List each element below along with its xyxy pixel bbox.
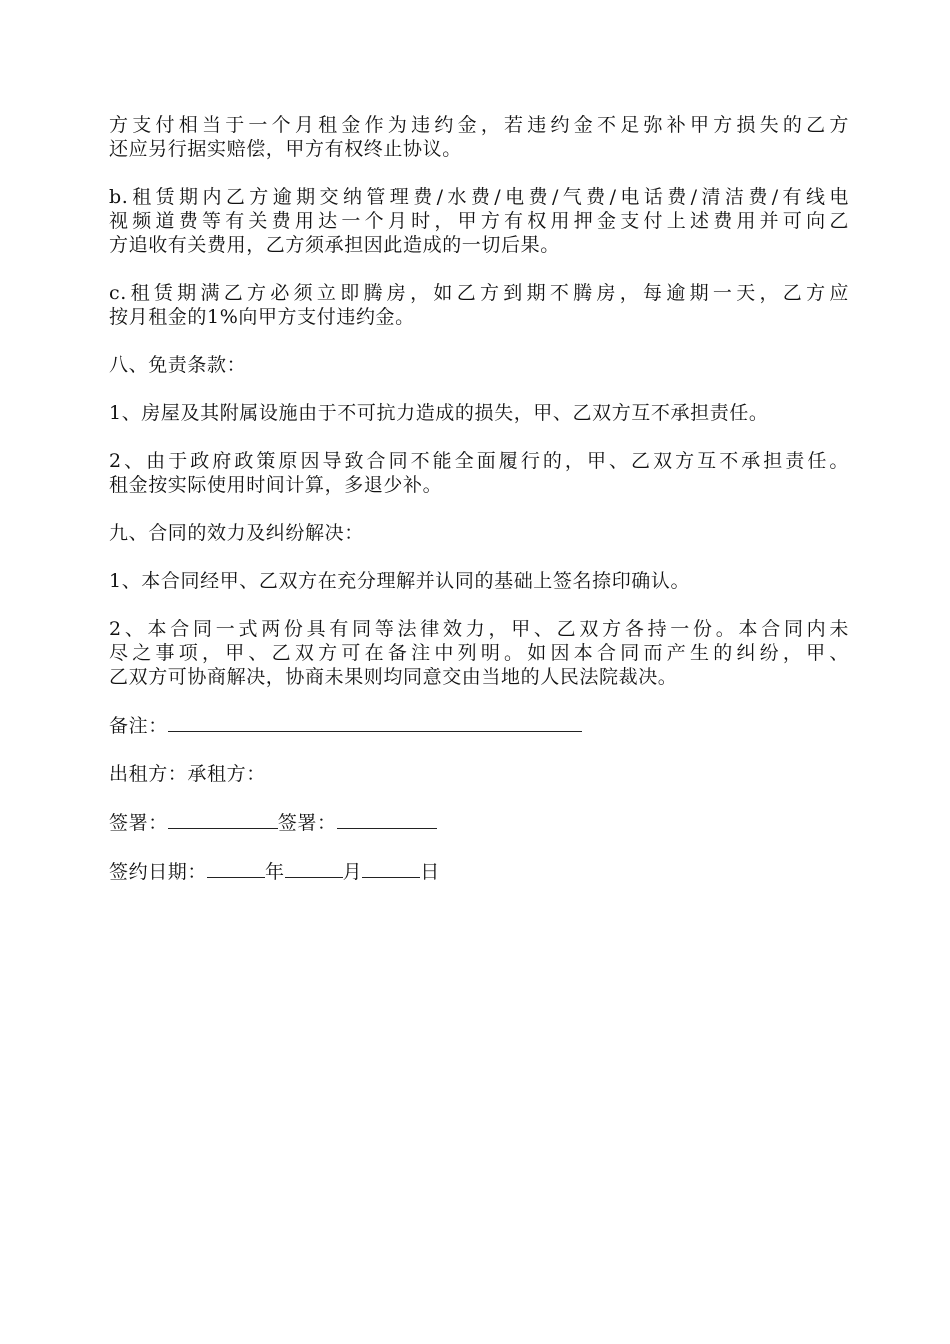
text-line: 2、由于政府政策原因导致合同不能全面履行的，甲、乙双方互不承担责任。 [109,450,849,472]
section-heading-validity: 九、合同的效力及纠纷解决： [109,522,364,544]
paragraph-penalty-c [109,281,849,329]
year-blank [207,859,265,878]
day-blank [362,859,420,878]
text-line: 1、房屋及其附属设施由于不可抗力造成的损失，甲、乙双方互不承担责任。 [109,402,769,424]
text-line: 尽之事项，甲、乙双方可在备注中列明。如因本合同而产生的纠纷，甲、 [109,642,849,664]
signature-row [109,810,849,835]
note-row [109,713,849,738]
text-line: 乙双方可协商解决，协商未果则均同意交由当地的人民法院裁决。 [109,666,678,688]
date-label: 签约日期： [109,861,208,883]
text-line: 还应另行据实赔偿，甲方有权终止协议。 [109,138,462,160]
text-line: 1、本合同经甲、乙双方在充分理解并认同的基础上签名捺印确认。 [109,570,691,592]
lessor-sign-label: 签署： [109,812,168,834]
year-label: 年 [265,861,285,883]
text-line: 2、本合同一式两份具有同等法律效力，甲、乙双方各持一份。本合同内未 [109,618,849,640]
lessee-sign-blank [337,810,437,829]
text-line: 方追收有关费用，乙方须承担因此造成的一切后果。 [109,234,560,256]
paragraph-copies-disputes [109,617,849,689]
document-body [109,113,849,908]
section-heading-disclaimer: 八、免责条款： [109,354,247,376]
date-row [109,859,849,884]
paragraph-confirmation [109,569,849,593]
lessor-sign-blank [168,810,278,829]
text-line: 视频道费等有关费用达一个月时，甲方有权用押金支付上述费用并可向乙 [109,210,849,232]
parties-row: 出租方：承租方： [109,763,266,785]
month-label: 月 [342,861,363,883]
paragraph-government-policy [109,449,849,497]
month-blank [285,859,343,878]
text-line: b.租赁期内乙方逾期交纳管理费/水费/电费/气费/电话费/清洁费/有线电 [109,186,849,208]
paragraph-force-majeure [109,401,849,425]
day-label: 日 [420,861,440,883]
paragraph-penalty-b [109,185,849,257]
paragraph-penalty-a-continued [109,113,849,161]
note-label: 备注： [109,715,168,737]
lessee-sign-label: 签署： [277,812,337,834]
text-line: 租金按实际使用时间计算，多退少补。 [109,474,443,496]
text-line: c.租赁期满乙方必须立即腾房，如乙方到期不腾房，每逾期一天，乙方应 [109,282,849,304]
text-line: 按月租金的1%向甲方支付违约金。 [109,306,415,328]
note-blank-line [168,713,582,732]
text-line: 方支付相当于一个月租金作为违约金，若违约金不足弥补甲方损失的乙方 [109,114,849,136]
